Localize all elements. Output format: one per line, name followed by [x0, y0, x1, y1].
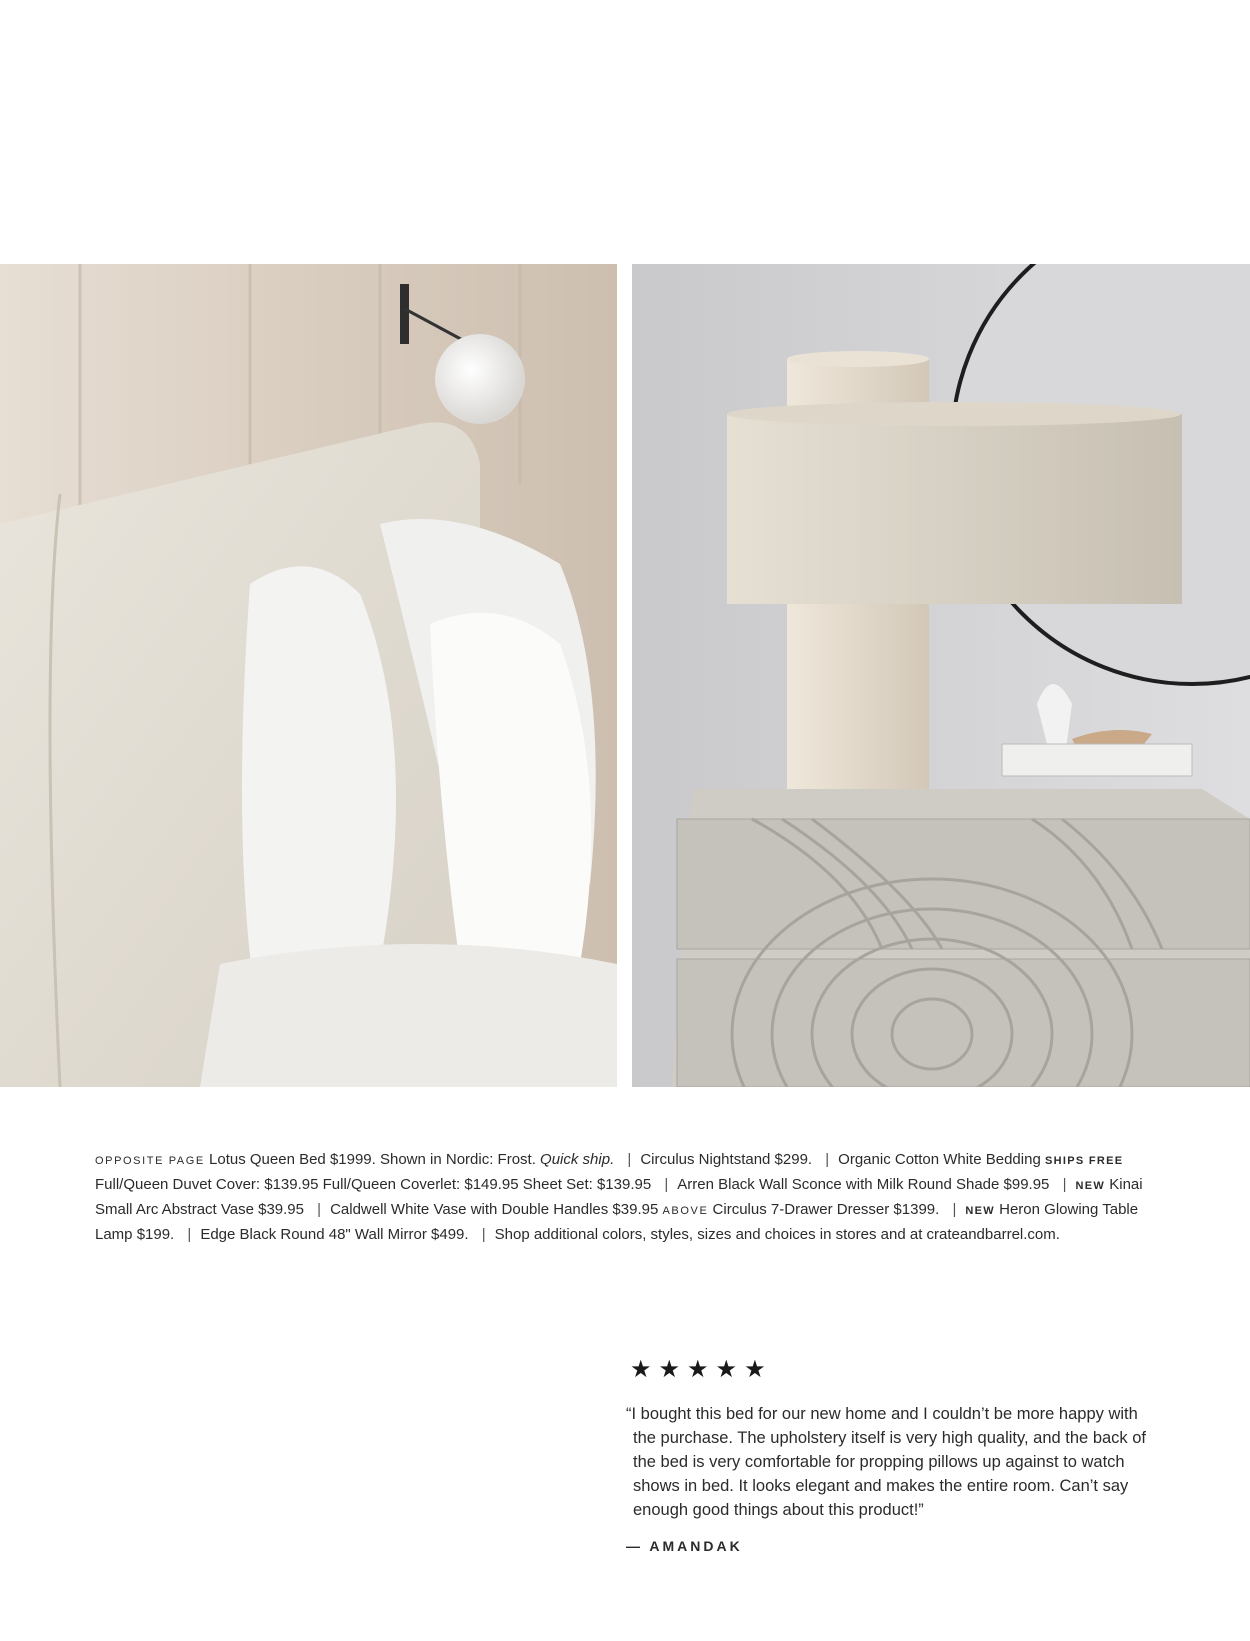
new-label: NEW: [965, 1205, 995, 1217]
quick-ship-text: Quick ship.: [540, 1151, 615, 1168]
sconce-mount: [400, 284, 409, 344]
caption-text: Circulus 7-Drawer Dresser $1399.: [708, 1201, 940, 1218]
caption-text: Caldwell White Vase with Double Handles $39.95: [330, 1201, 663, 1218]
separator: |: [481, 1226, 486, 1243]
separator: |: [664, 1176, 669, 1193]
bed-illustration: [0, 264, 617, 1087]
lamp-dresser-illustration: [632, 264, 1250, 1087]
customer-review: [626, 1355, 1146, 1554]
opposite-page-label: OPPOSITE PAGE: [95, 1155, 205, 1167]
separator: |: [187, 1226, 192, 1243]
product-caption: [95, 1148, 1155, 1247]
caption-text: Shop additional colors, styles, sizes and choices in stores and at crateandbarrel.com.: [494, 1226, 1060, 1243]
sconce-globe: [435, 334, 525, 424]
new-label: NEW: [1075, 1180, 1106, 1192]
caption-text: Lotus Queen Bed $1999. Shown in Nordic: Frost.: [209, 1151, 541, 1168]
separator: |: [952, 1201, 957, 1218]
caption-text: Organic Cotton White Bedding: [838, 1151, 1045, 1168]
caption-text: Full/Queen Duvet Cover: $139.95 Full/Queen Coverlet: $149.95 Sheet Set: $139.95: [95, 1176, 652, 1193]
review-quote: “I bought this bed for our new home and I couldn’t be more happy with the purchase. The upholstery itself is very high quality, and the back of the bed is very comfortable for propping pillows up against to watch shows in bed. It looks elegant and makes the entire room. Can’t say enough good things about this product!”: [626, 1405, 1147, 1519]
caption-text: Kinai Small Arc Abstract Vase $39.95: [95, 1176, 1143, 1218]
book-stack: [1002, 744, 1192, 776]
ships-free-label: SHIPS FREE: [1044, 1155, 1124, 1167]
caption-text: Edge Black Round 48" Wall Mirror $499.: [200, 1226, 469, 1243]
review-author: — AMANDAK: [626, 1538, 743, 1554]
star-rating: ★★★★★: [630, 1356, 773, 1383]
lamp-shade: [727, 414, 1182, 604]
caption-text: Arren Black Wall Sconce with Milk Round Shade $99.95: [677, 1176, 1050, 1193]
separator: |: [627, 1151, 632, 1168]
above-label: ABOVE: [662, 1205, 709, 1217]
separator: |: [1062, 1176, 1067, 1193]
lamp-dresser-photo: [632, 264, 1250, 1087]
separator: |: [317, 1201, 322, 1218]
mattress: [200, 944, 617, 1087]
caption-text: Circulus Nightstand $299.: [640, 1151, 813, 1168]
separator: |: [825, 1151, 830, 1168]
caption-text: Heron Glowing Table Lamp $199.: [95, 1201, 1139, 1243]
bed-photo: [0, 264, 617, 1087]
